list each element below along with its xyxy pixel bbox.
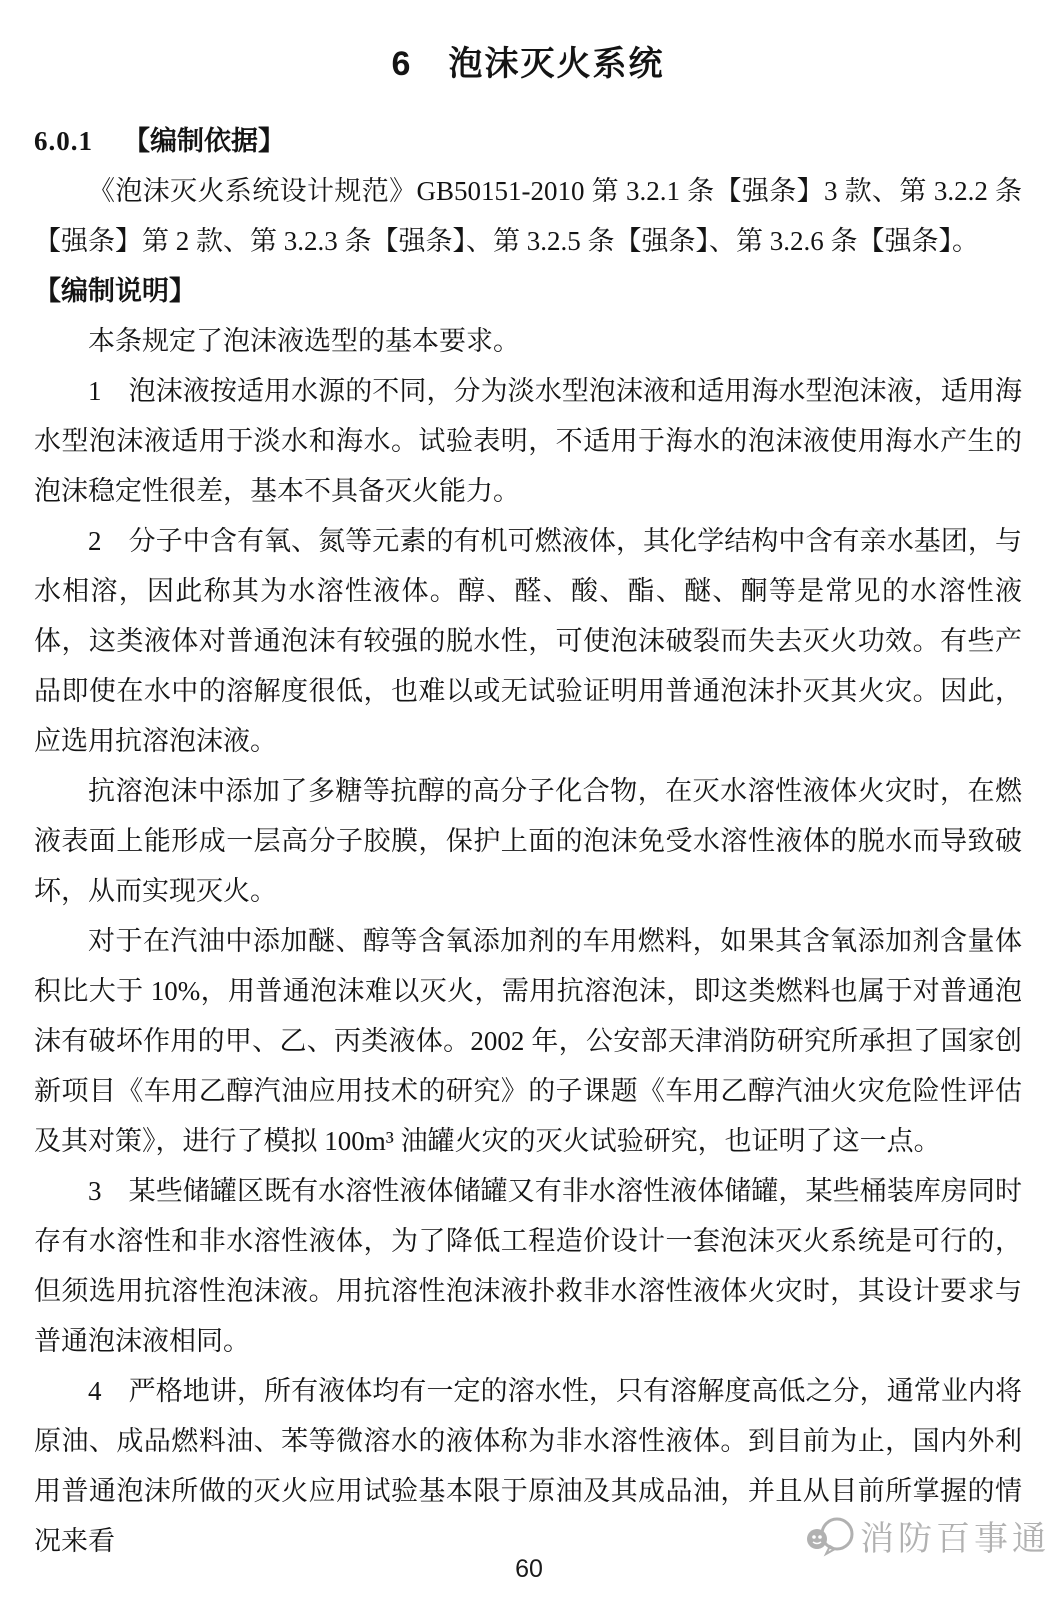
paragraph: 对于在汽油中添加醚、醇等含氧添加剂的车用燃料，如果其含氧添加剂含量体积比大于 10%，用普通泡沫难以灭火，需用抗溶泡沫，即这类燃料也属于对普通泡沫有破坏作用的甲、乙、丙类液体。2002 年，公安部天津消防研究所承担了国家创新项目《车用乙醇汽油应用技术的研究》的子课题《车用乙醇汽油火灾危险性评估及其对策》，进行了模拟 100m³ 油罐火灾的灭火试验研究，也证明了这一点。 <box>34 926 1022 1156</box>
paragraph-item-2: 2 分子中含有氧、氮等元素的有机可燃液体，其化学结构中含有亲水基团，与水相溶，因此称其为水溶性液体。醇、醛、酸、酯、醚、酮等是常见的水溶性液体，这类液体对普通泡沫有较强的脱水性，可使泡沫破裂而失去灭火功效。有些产品即使在水中的溶解度很低，也难以或无试验证明用普通泡沫扑灭其火灾。因此，应选用抗溶泡沫液。 <box>34 526 1022 756</box>
document-content <box>34 36 1022 1566</box>
paragraph: 抗溶泡沫中添加了多糖等抗醇的高分子化合物，在灭水溶性液体火灾时，在燃液表面上能形成一层高分子胶膜，保护上面的泡沫免受水溶性液体的脱水而导致破坏，从而实现灭火。 <box>34 776 1022 906</box>
paragraph-item-3: 3 某些储罐区既有水溶性液体储罐又有非水溶性液体储罐，某些桶装库房同时存有水溶性和非水溶性液体，为了降低工程造价设计一套泡沫灭火系统是可行的，但须选用抗溶性泡沫液。用抗溶性泡沫液扑救非水溶性液体火灾时，其设计要求与普通泡沫液相同。 <box>34 1176 1022 1356</box>
page-title: 6 泡沫灭火系统 <box>391 45 665 83</box>
explain-heading: 【编制说明】 <box>34 276 196 306</box>
section-label: 【编制依据】 <box>123 126 285 156</box>
paragraph: 本条规定了泡沫液选型的基本要求。 <box>88 326 520 356</box>
section-heading-6-0-1 <box>34 116 1022 166</box>
paragraph-basis: 《泡沫灭火系统设计规范》GB50151-2010 第 3.2.1 条【强条】3 款、第 3.2.2 条【强条】第 2 款、第 3.2.3 条【强条】、第 3.2.5 条【强条】、第 3.2.6 条【强条】。 <box>34 176 1022 256</box>
paragraph-item-4: 4 严格地讲，所有液体均有一定的溶水性，只有溶解度高低之分，通常业内将原油、成品燃料油、苯等微溶水的液体称为非水溶性液体。到目前为止，国内外利用普通泡沫所做的灭火应用试验基本限于原油及其成品油，并且从目前所掌握的情况来看 <box>34 1376 1022 1556</box>
section-number: 6.0.1 <box>34 126 93 156</box>
watermark-text: 消防百事通 <box>860 1520 1050 1558</box>
paragraph-item-1: 1 泡沫液按适用水源的不同，分为淡水型泡沫液和适用海水型泡沫液，适用海水型泡沫液适用于淡水和海水。试验表明，不适用于海水的泡沫液使用海水产生的泡沫稳定性很差，基本不具备灭火能力。 <box>34 376 1022 506</box>
page-number: 60 <box>515 1555 543 1583</box>
